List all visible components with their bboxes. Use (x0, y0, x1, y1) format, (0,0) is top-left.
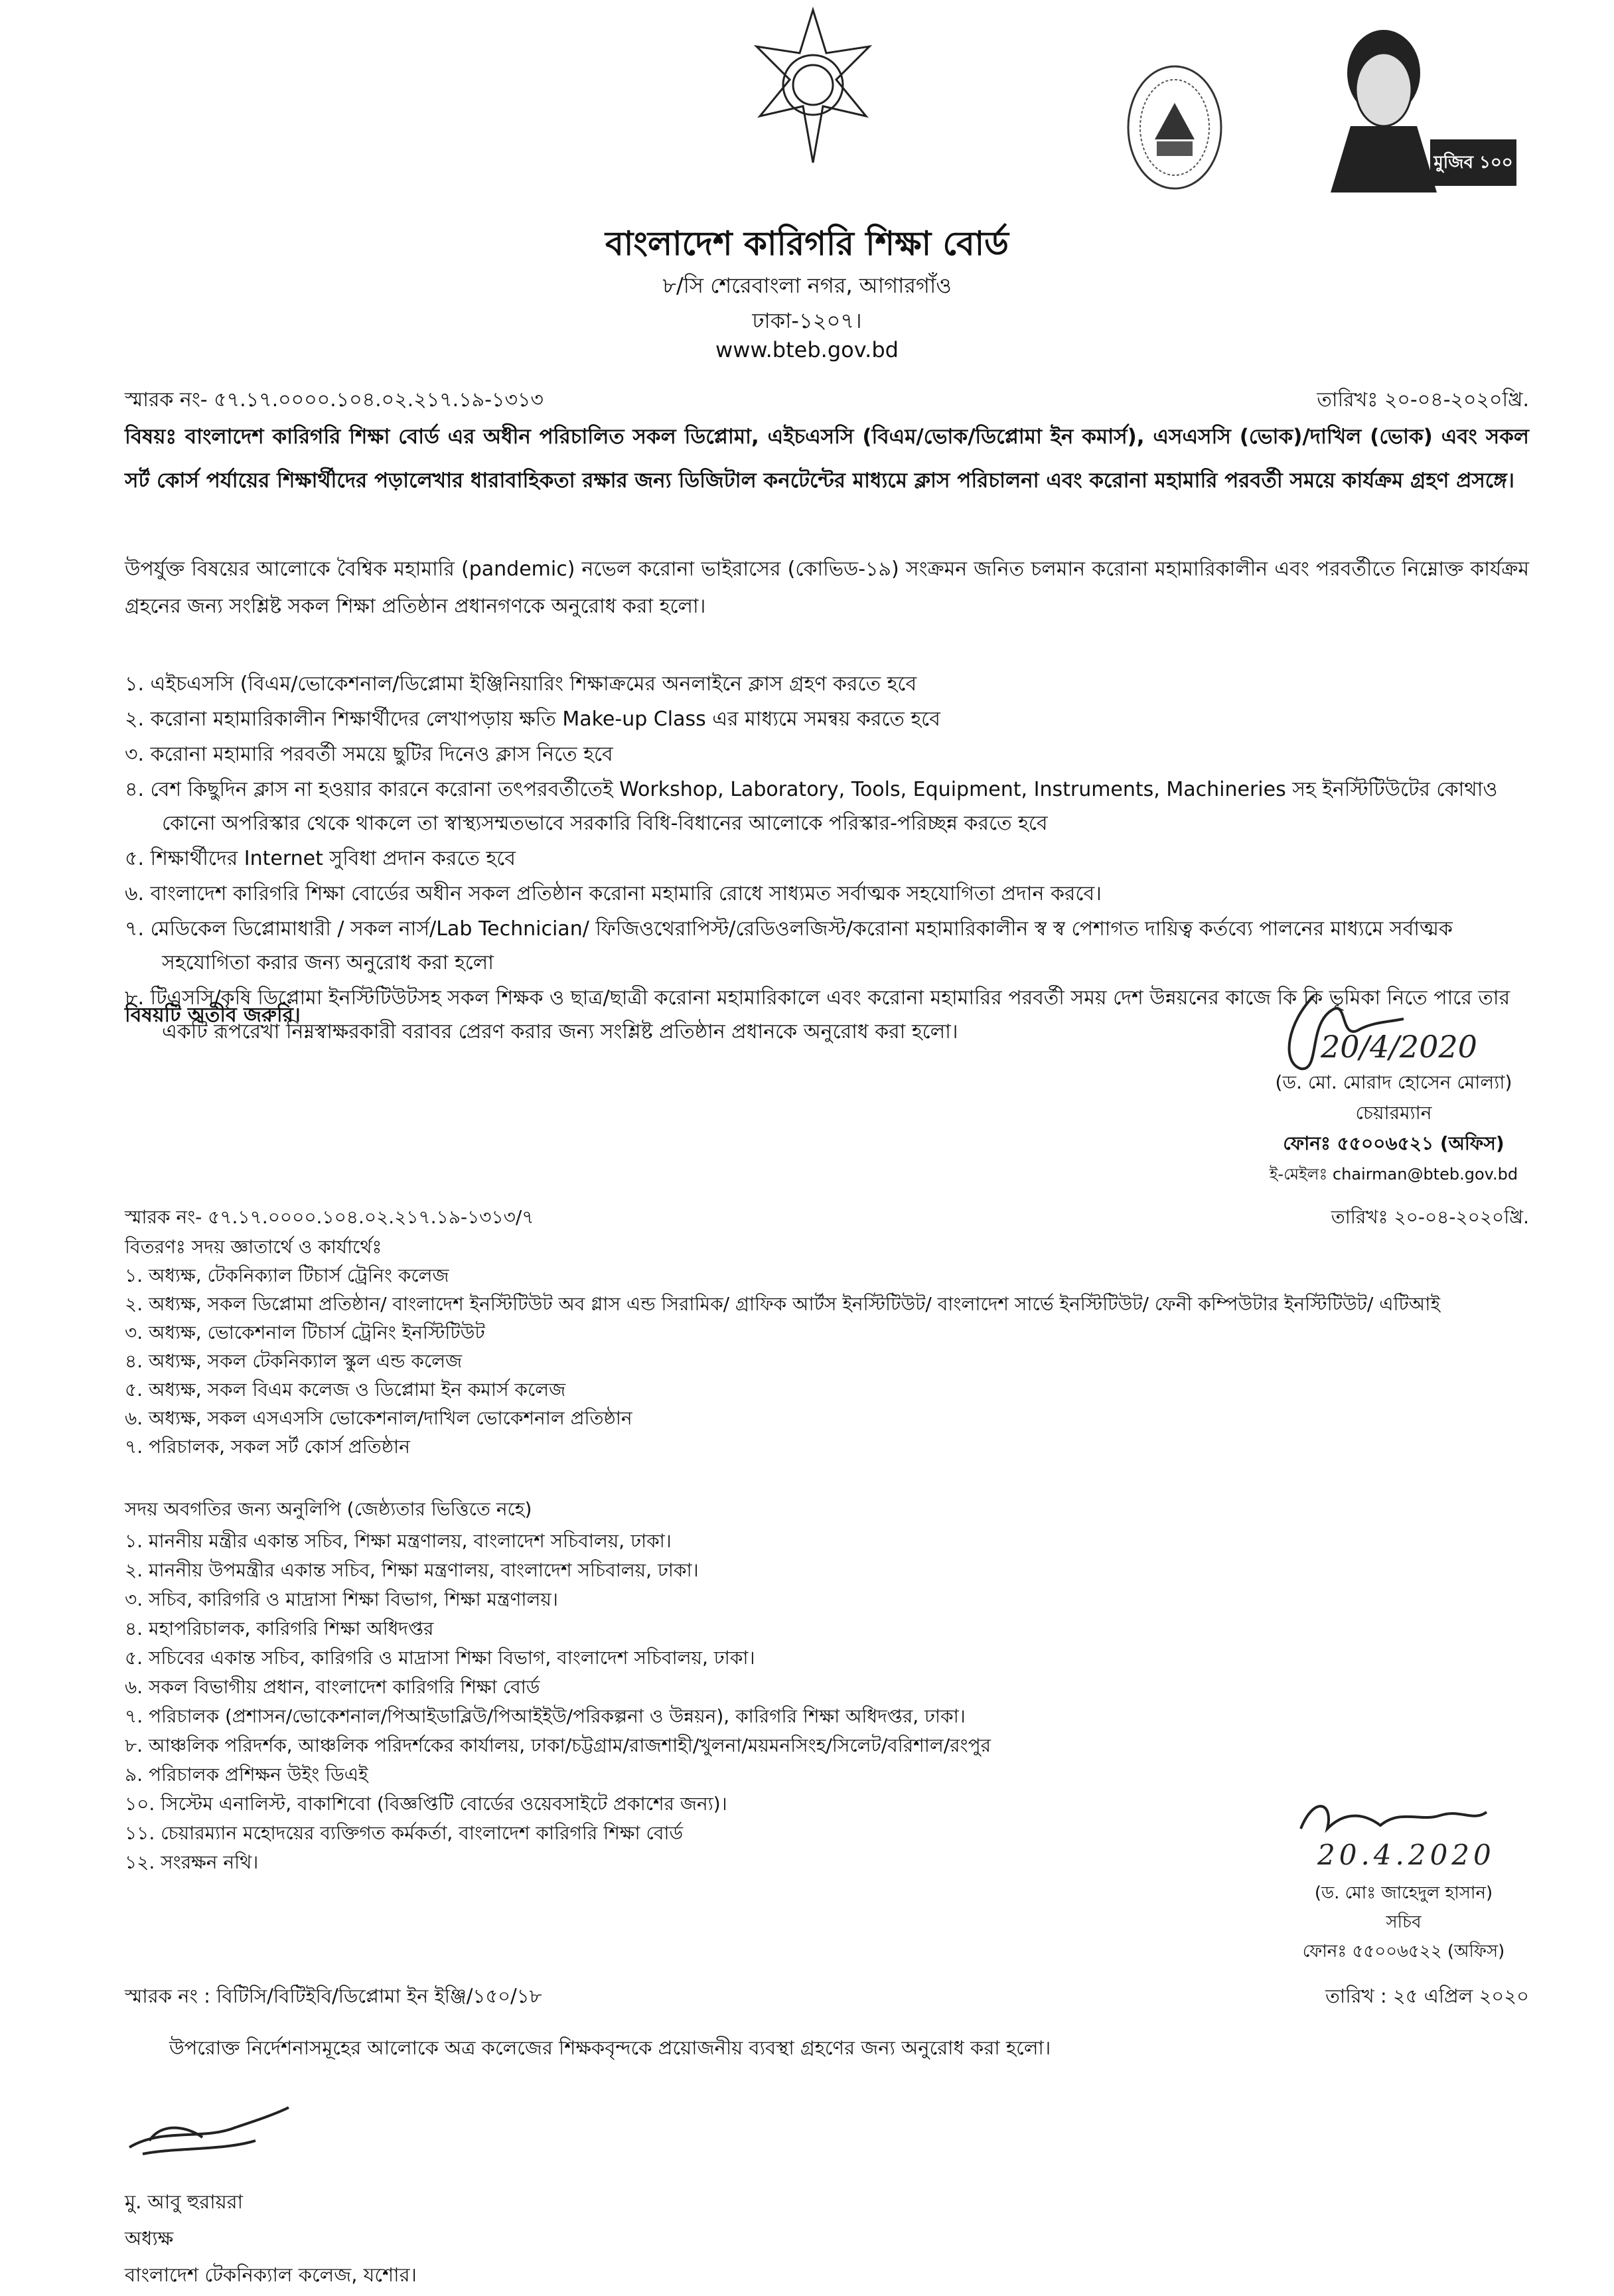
urgent-note: বিষয়টি অতীব জরুরি। (125, 1004, 301, 1027)
list-item: ২. মাননীয় উপমন্ত্রীর একান্ত সচিব, শিক্ষা মন্ত্রণালয়, বাংলাদেশ সচিবালয়, ঢাকা। (125, 1559, 699, 1581)
distribution-list (125, 1261, 1538, 1461)
list-item: ৮. টিএসসি/কৃষি ডিপ্লোমা ইনস্টিটিউটসহ সকল শিক্ষক ও ছাত্র/ছাত্রী করোনা মহামারিকালে এবং করোনা মহামারির পরবর্তী সময় দেশ উন্নয়নের কাজে কি কি ভূমিকা নিতে পারে তার একটি রূপরেখা নিম্নস্বাক্ষরকারী বরাবর প্রেরণ করার জন্য সংশ্লিষ্ট প্রতিষ্ঠান প্রধানকে অনুরোধ করা হলো। (125, 986, 1510, 1043)
chairman-email: ই-মেইলঃ chairman@bteb.gov.bd (1269, 1165, 1518, 1184)
memo2-ref-row (125, 1203, 1529, 1234)
board-seal-icon (1125, 63, 1224, 192)
principal-block (125, 2184, 417, 2293)
mujib-100-portrait-logo (1304, 27, 1530, 192)
memo1-subject: বিষয়ঃ বাংলাদেশ কারিগরি শিক্ষা বোর্ড এর অধীন পরিচালিত সকল ডিপ্লোমা, এইচএসসি (বিএম/ভোক/ডিপ্লোমা ইন কমার্স), এসএসসি (ভোক)/দাখিল (ভোক) এবং সকল সর্ট কোর্স পর্যায়ের শিক্ষার্থীদের পড়ালেখার ধারাবাহিকতা রক্ষার জন্য ডিজিটাল কনটেন্টের মাধ্যমে ক্লাস পরিচালনা এবং করোনা মহামারি পরবর্তী সময়ে কার্যক্রম গ্রহণ প্রসঙ্গে। (125, 425, 1529, 493)
website-link[interactable]: www.bteb.gov.bd (715, 337, 899, 362)
principal-name: মু. আবু হুরায়রা (125, 2190, 244, 2213)
copy-heading: সদয় অবগতির জন্য অনুলিপি (জেষ্ঠ্যতার ভিত্তিতে নহে) (125, 1498, 532, 1520)
list-item: ২. করোনা মহামারিকালীন শিক্ষার্থীদের লেখাপড়ায় ক্ষতি Make-up Class এর মাধ্যমে সমন্বয় করতে হবে (125, 708, 940, 731)
list-item: ৭. পরিচালক (প্রশাসন/ভোকেশনাল/পিআইডাব্লিউ/পিআইইউ/পরিকল্পনা ও উন্নয়ন), কারিগরি শিক্ষা অধিদপ্তর, ঢাকা। (125, 1705, 966, 1727)
list-item: ৫. শিক্ষার্থীদের Internet সুবিধা প্রদান করতে হবে (125, 847, 516, 870)
list-item: ৫. অধ্যক্ষ, সকল বিএম কলেজ ও ডিপ্লোমা ইন কমার্স কলেজ (125, 1379, 566, 1401)
list-item: ৪. বেশ কিছুদিন ক্লাস না হওয়ার কারনে করোনা তৎপরবর্তীতেই Workshop, Laboratory, Tools, Equipment, Instruments, Machineries সহ ইনস্টিটিউটের কোথাও কোনো অপরিস্কার থেকে থাকলে তা স্বাস্থ্যসম্মতভাবে সরকারি বিধি-বিধানের আলোকে পরিস্কার-পরিচ্ছন্ন করতে হবে (125, 778, 1498, 835)
memo3-body: উপরোক্ত নির্দেশনাসমূহের আলোকে অত্র কলেজের শিক্ষকবৃন্দকে প্রয়োজনীয় ব্যবস্থা গ্রহণের জন্য অনুরোধ করা হলো। (169, 2036, 1051, 2059)
list-item: ১১. চেয়ারম্যান মহোদয়ের ব্যক্তিগত কর্মকর্তা, বাংলাদেশ কারিগরি শিক্ষা বোর্ড (125, 1822, 684, 1844)
secretary-signature-date: 20.4.2020 (1317, 1839, 1495, 1871)
list-item: ১. এইচএসসি (বিএম/ভোকেশনাল/ডিপ্লোমা ইঞ্জিনিয়ারিং শিক্ষাক্রমের অনলাইনে ক্লাস গ্রহণ করতে হবে (125, 672, 917, 696)
list-item: ৬. সকল বিভাগীয় প্রধান, বাংলাদেশ কারিগরি শিক্ষা বোর্ড (125, 1676, 540, 1698)
principal-org: বাংলাদেশ টেকনিক্যাল কলেজ, যশোর। (125, 2263, 417, 2286)
chairman-phone: ফোনঃ ৫৫০০৬৫২১ (অফিস) (1283, 1132, 1504, 1154)
memo1-ref: স্মারক নং- ৫৭.১৭.০০০০.১০৪.০২.২১৭.১৯-১৩১৩ (125, 388, 544, 412)
memo3-ref-row (125, 1981, 1529, 2014)
list-item: ৫. সচিবের একান্ত সচিব, কারিগরি ও মাদ্রাসা শিক্ষা বিভাগ, বাংলাদেশ সচিবালয়, ঢাকা। (125, 1647, 755, 1669)
principal-signature (123, 2101, 295, 2164)
list-item: ৪. মহাপরিচালক, কারিগরি শিক্ষা অধিদপ্তর (125, 1618, 434, 1640)
list-item: ৪. অধ্যক্ষ, সকল টেকনিক্যাল স্কুল এন্ড কলেজ (125, 1350, 463, 1372)
distribution-heading: বিতরণঃ সদয় জ্ঞাতার্থে ও কার্যার্থেঃ (125, 1236, 382, 1258)
list-item: ৭. মেডিকেল ডিপ্লোমাধারী / সকল নার্স/Lab Technician/ ফিজিওথেরাপিস্ট/রেডিওলজিস্ট/করোনা মহামারিকালীন স্ব স্ব পেশাগত দায়িত্ব কর্তব্যে পালনের মাধ্যমে সর্বাত্মক সহযোগিতা করার জন্য অনুরোধ করা হলো (125, 917, 1453, 974)
secretary-phone: ফোনঃ ৫৫০০৬৫২২ (অফিস) (1302, 1942, 1505, 1961)
memo1-date: তারিখঃ ২০-০৪-২০২০খ্রি. (1317, 388, 1529, 412)
list-item: ১২. সংরক্ষন নথি। (125, 1851, 259, 1873)
address-line2: ঢাকা-১২০৭। (752, 308, 862, 333)
list-item: ২. অধ্যক্ষ, সকল ডিপ্লোমা প্রতিষ্ঠান/ বাংলাদেশ ইনস্টিটিউট অব গ্লাস এন্ড সিরামিক/ গ্রাফিক আর্টস ইনস্টিটিউট/ বাংলাদেশ সার্ভে ইনস্টিটিউট/ ফেনী কম্পিউটার ইনস্টিটিউট/ এটিআই (125, 1293, 1441, 1315)
memo1-ref-row (125, 384, 1529, 418)
secretary-block (1248, 1878, 1560, 1966)
list-item: ৩. করোনা মহামারি পরবর্তী সময়ে ছুটির দিনেও ক্লাস নিতে হবে (125, 743, 613, 766)
list-item: ১. মাননীয় মন্ত্রীর একান্ত সচিব, শিক্ষা মন্ত্রণালয়, বাংলাদেশ সচিবালয়, ঢাকা। (125, 1530, 672, 1552)
principal-title: অধ্যক্ষ (125, 2227, 174, 2250)
memo3-ref: স্মারক নং : বিটিসি/বিটিইবি/ডিপ্লোমা ইন ইঞ্জি/১৫০/১৮ (125, 1985, 542, 2007)
list-item: ১০. সিস্টেম এনালিস্ট, বাকাশিবো (বিজ্ঞপ্তিটি বোর্ডের ওয়েবসাইটে প্রকাশের জন্য)। (125, 1793, 727, 1815)
list-item: ৬. বাংলাদেশ কারিগরি শিক্ষা বোর্ডের অধীন সকল প্রতিষ্ঠান করোনা মহামারি রোধে সাধ্যমত সর্বাত্মক সহযোগিতা প্রদান করবে। (125, 882, 1102, 905)
list-item: ৮. আঞ্চলিক পরিদর্শক, আঞ্চলিক পরিদর্শকের কার্যালয়, ঢাকা/চট্টগ্রাম/রাজশাহী/খুলনা/ময়মনসিংহ/সিলেট/বরিশাল/রংপুর (125, 1734, 991, 1756)
memo2-date: তারিখঃ ২০-০৪-২০২০খ্রি. (1331, 1206, 1529, 1228)
secretary-title: সচিব (1386, 1912, 1422, 1932)
list-item: ৩. অধ্যক্ষ, ভোকেশনাল টিচার্স ট্রেনিং ইনস্টিটিউট (125, 1322, 485, 1343)
list-item: ৭. পরিচালক, সকল সর্ট কোর্স প্রতিষ্ঠান (125, 1436, 410, 1458)
board-title: বাংলাদেশ কারিগরি শিক্ষা বোর্ড (605, 224, 1009, 263)
chairman-name: (ড. মো. মোরাদ হোসেন মোল্যা) (1275, 1071, 1512, 1093)
chairman-signature-date: 20/4/2020 (1321, 1029, 1477, 1065)
memo2-ref: স্মারক নং- ৫৭.১৭.০০০০.১০৪.০২.২১৭.১৯-১৩১৩/৭ (125, 1206, 534, 1228)
memo1-intro: উপর্যুক্ত বিষয়ের আলোকে বৈশ্বিক মহামারি (pandemic) নভেল করোনা ভাইরাসের (কোভিড-১৯) সংক্রমন জনিত চলমান করোনা মহামারিকালীন এবং পরবর্তীতে নিম্নোক্ত কার্যক্রম গ্রহনের জন্য সংশ্লিষ্ট সকল শিক্ষা প্রতিষ্ঠান প্রধানগণকে অনুরোধ করা হলো। (125, 558, 1529, 618)
chairman-block (1221, 1067, 1566, 1189)
address-line1: ৮/সি শেরেবাংলা নগর, আগারগাঁও (662, 273, 952, 298)
list-item: ৩. সচিব, কারিগরি ও মাদ্রাসা শিক্ষা বিভাগ, শিক্ষা মন্ত্রণালয়। (125, 1588, 558, 1610)
list-item: ৯. পরিচালক প্রশিক্ষন উইং ডিএই (125, 1764, 368, 1786)
list-item: ১. অধ্যক্ষ, টেকনিক্যাল টিচার্স ট্রেনিং কলেজ (125, 1264, 449, 1286)
portrait-logo-text: মুজিব ১০০ (1433, 153, 1513, 173)
government-emblem-icon (750, 7, 876, 166)
list-item: ৬. অধ্যক্ষ, সকল এসএসসি ভোকেশনাল/দাখিল ভোকেশনাল প্রতিষ্ঠান (125, 1407, 632, 1429)
secretary-name: (ড. মোঃ জাহেদুল হাসান) (1314, 1883, 1493, 1903)
chairman-title: চেয়ারম্যান (1355, 1102, 1432, 1124)
memo3-date: তারিখ : ২৫ এপ্রিল ২০২০ (1325, 1985, 1529, 2007)
